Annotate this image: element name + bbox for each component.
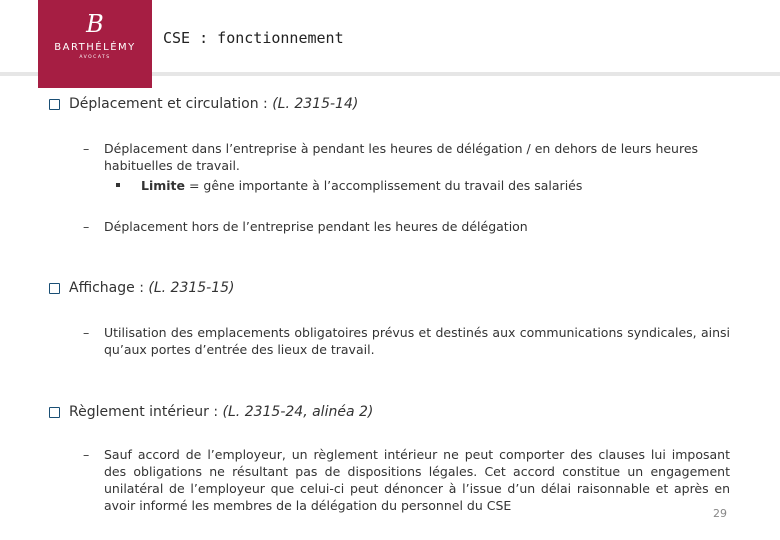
- dash-bullet: –: [83, 325, 90, 340]
- dash-bullet: –: [83, 219, 90, 234]
- section-heading: [69, 402, 373, 422]
- section-heading-text: Déplacement et circulation :: [69, 96, 273, 112]
- sub-item-text: = gêne importante à l’accomplissement du travail des salariés: [185, 178, 583, 193]
- section-reference: (L. 2315-24, alinéa 2): [222, 404, 374, 420]
- section-heading-text: Affichage :: [69, 280, 149, 296]
- section-heading: [69, 94, 358, 114]
- logo-subtitle: AVOCATS: [79, 55, 111, 60]
- page-number: 29: [713, 507, 727, 520]
- sub-list-item-text: [141, 177, 582, 194]
- section-reference: (L. 2315-15): [148, 280, 235, 296]
- section-heading-text: Règlement intérieur :: [69, 404, 223, 420]
- square-box-icon: [49, 99, 60, 110]
- section-reference: (L. 2315-14): [272, 96, 359, 112]
- logo-monogram: B: [86, 10, 104, 38]
- section-heading: [69, 278, 235, 298]
- square-box-icon: [49, 283, 60, 294]
- logo: [38, 0, 152, 88]
- list-item-text: Utilisation des emplacements obligatoires prévus et destinés aux communications syndicales, ainsi qu’aux portes d’entrée des lieux de travail.: [104, 325, 730, 357]
- slide-header: [0, 0, 780, 76]
- small-square-icon: [116, 183, 120, 187]
- logo-name: BARTHÉLÉMY: [54, 42, 136, 53]
- square-box-icon: [49, 407, 60, 418]
- sub-item-label: Limite: [141, 178, 186, 193]
- list-item-text: Sauf accord de l’employeur, un règlement intérieur ne peut comporter des clauses lui imposant des obligations ne résultant pas de dispositions légales. Cet accord constitue un engagement unilatéral de l’employeur que celui-ci peut dénoncer à l’issue d’un délai raisonnable et après en avoir informé les membres de la délégation du personnel du CSE: [104, 447, 730, 513]
- dash-bullet: –: [83, 447, 90, 462]
- list-item-text: Déplacement dans l’entreprise à pendant les heures de délégation / en dehors de leurs heures habituelles de travail.: [104, 141, 699, 173]
- list-item-text: Déplacement hors de l’entreprise pendant les heures de délégation: [104, 219, 528, 234]
- slide-title: CSE : fonctionnement: [163, 29, 344, 47]
- dash-bullet: –: [83, 141, 90, 156]
